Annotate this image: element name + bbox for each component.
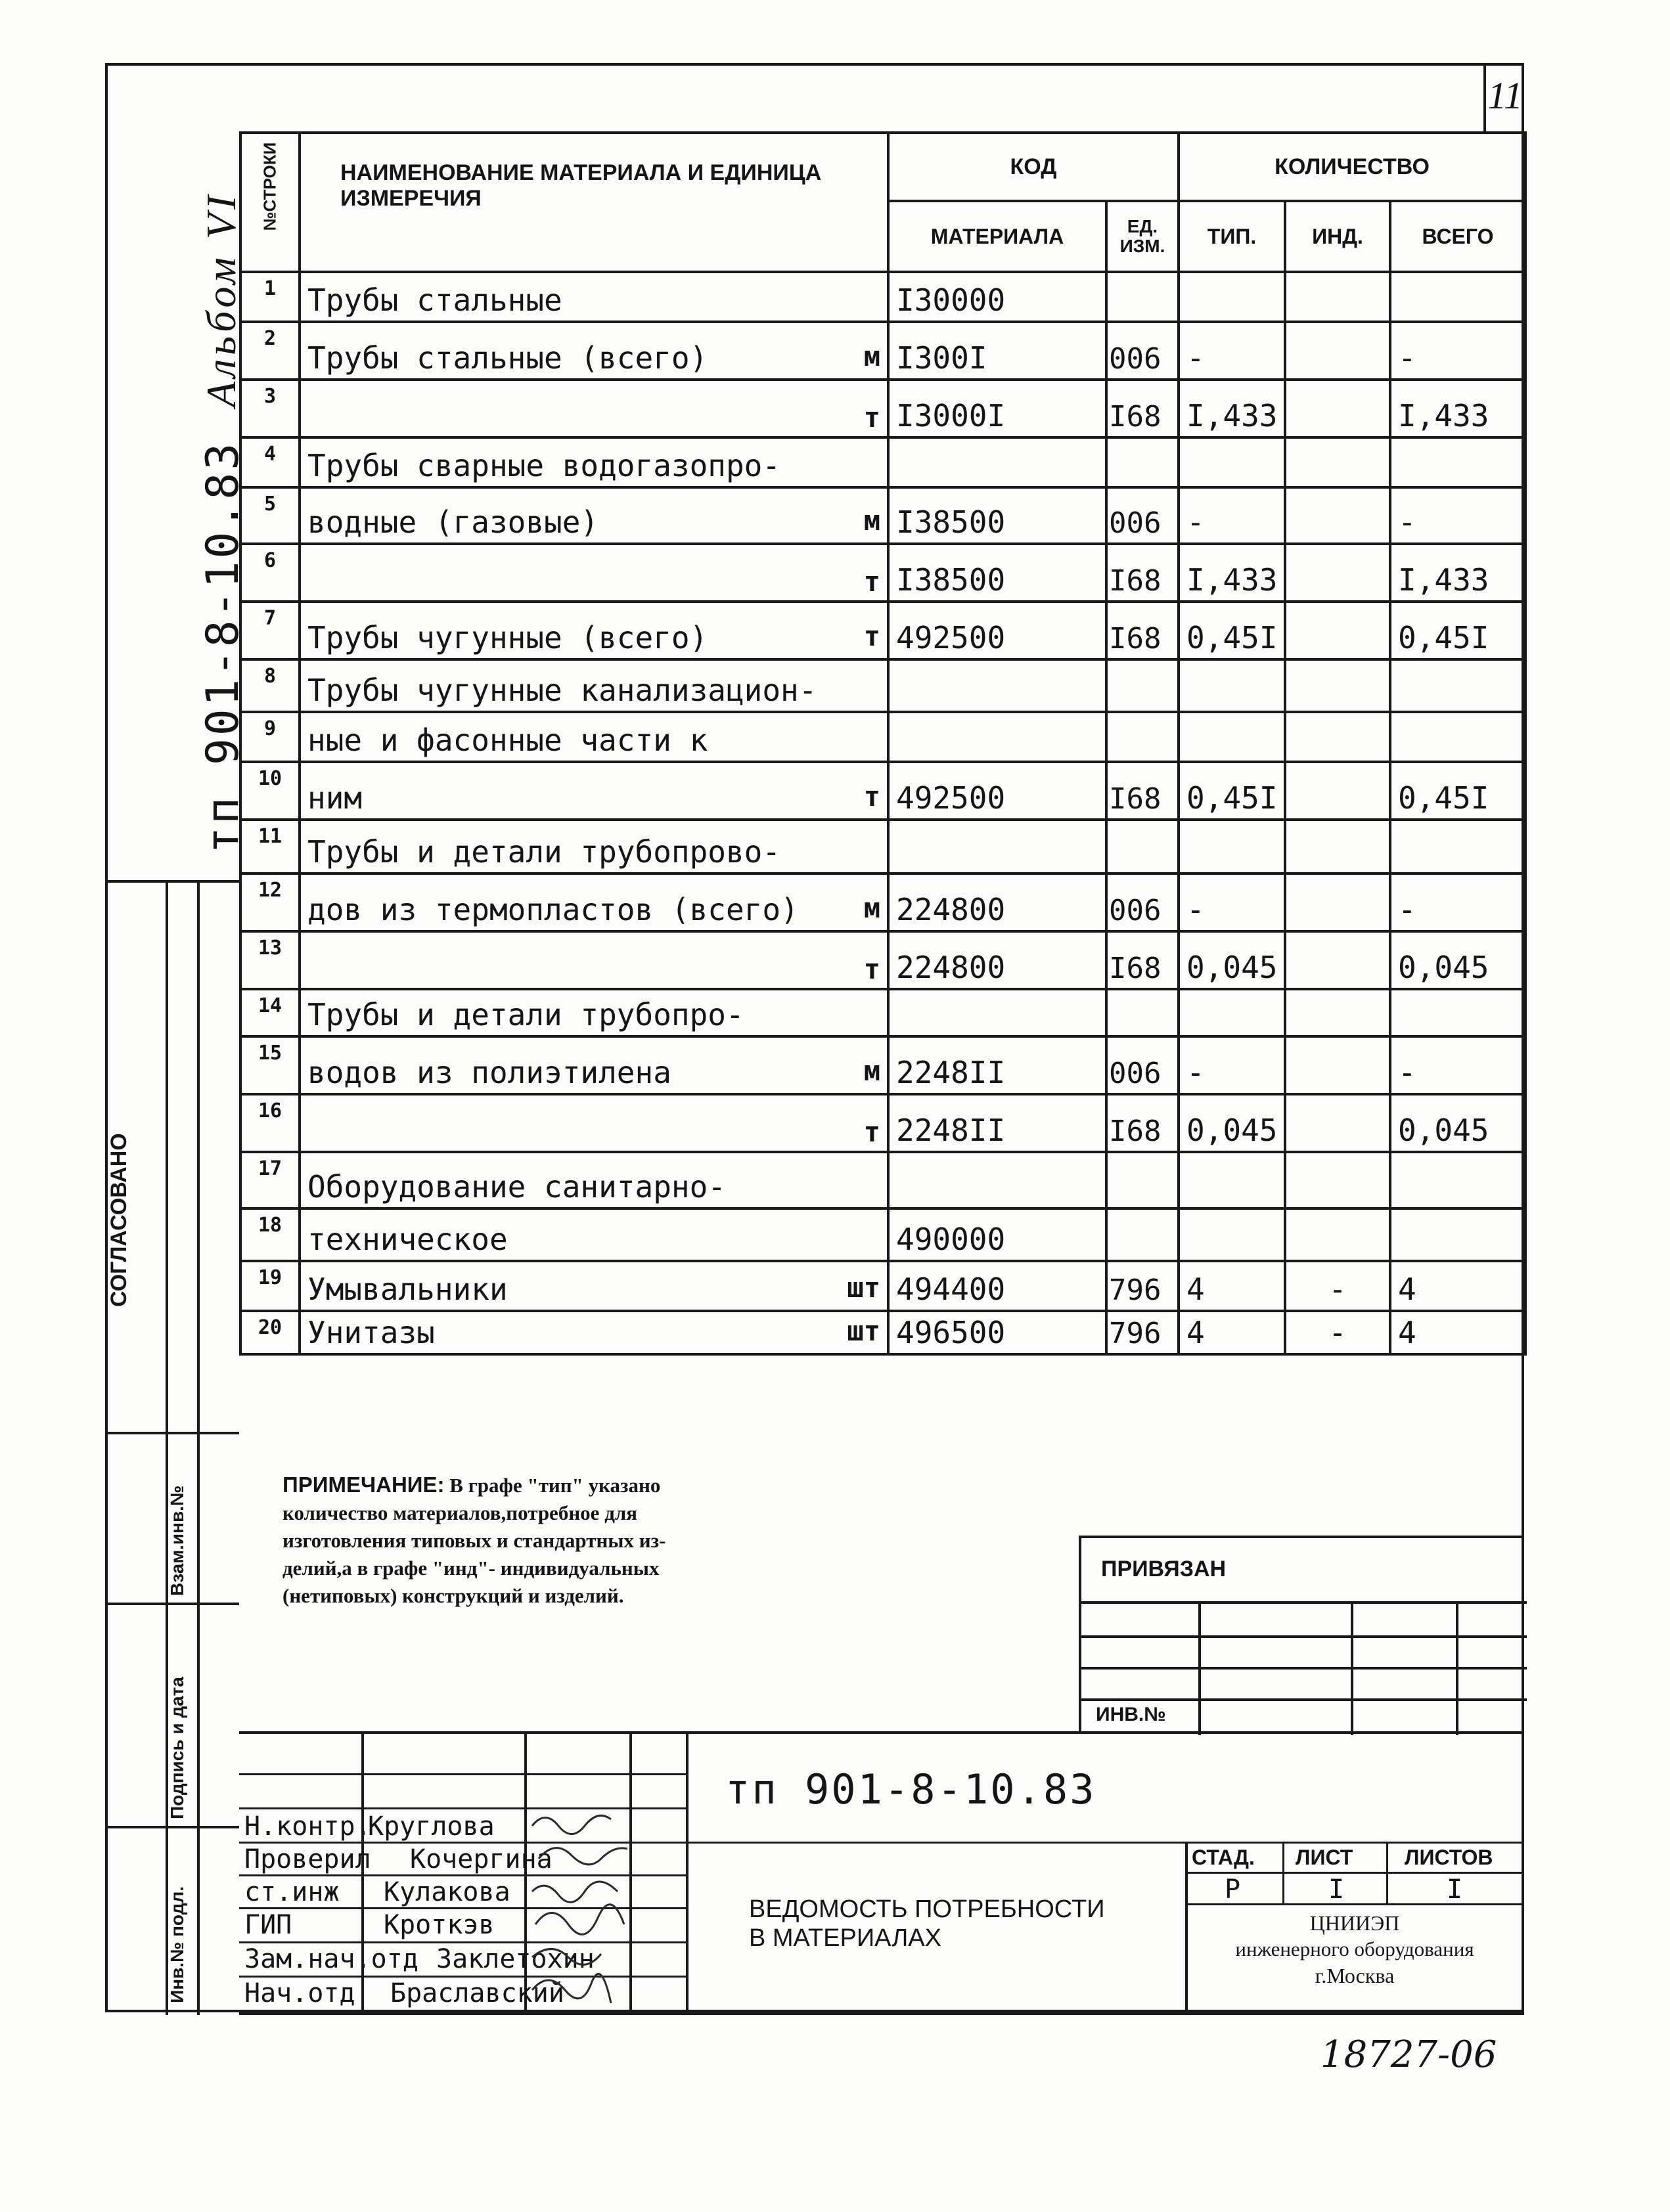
material-name-text: Трубы чугунные канализацион- bbox=[307, 673, 817, 708]
material-unit: т bbox=[863, 565, 880, 598]
table-row bbox=[240, 322, 1525, 380]
total-qty bbox=[1390, 1208, 1525, 1261]
total-qty: I,433 bbox=[1390, 544, 1525, 602]
table-row bbox=[240, 1094, 1525, 1152]
typical-qty: - bbox=[1179, 1036, 1285, 1094]
table-row bbox=[240, 272, 1525, 322]
individual-qty bbox=[1285, 322, 1390, 380]
sig-role-1: Проверил bbox=[244, 1844, 371, 1874]
total-qty: 0,045 bbox=[1390, 931, 1525, 989]
sig-role-5: Нач.отд bbox=[244, 1978, 355, 2008]
material-code bbox=[888, 1152, 1106, 1208]
row-number: 11 bbox=[240, 820, 300, 874]
row-number: 1 bbox=[240, 272, 300, 322]
album-label: Альбом VI bbox=[198, 191, 244, 407]
material-name bbox=[300, 1311, 888, 1354]
total-qty: - bbox=[1390, 322, 1525, 380]
row-number: 19 bbox=[240, 1261, 300, 1311]
handwritten-signatures bbox=[526, 1800, 696, 2010]
total-qty: 0,045 bbox=[1390, 1094, 1525, 1152]
individual-qty bbox=[1285, 989, 1390, 1036]
title-block bbox=[239, 1731, 1524, 2012]
archive-number: 18727-06 bbox=[1320, 2033, 1497, 2076]
material-code: 2248II bbox=[888, 1094, 1106, 1152]
unit-code bbox=[1106, 437, 1179, 487]
material-code: 492500 bbox=[888, 762, 1106, 820]
material-code: I30000 bbox=[888, 272, 1106, 322]
note-title: ПРИМЕЧАНИЕ: bbox=[282, 1472, 445, 1497]
row-number: 9 bbox=[240, 712, 300, 762]
row-number: 10 bbox=[240, 762, 300, 820]
typical-qty: - bbox=[1179, 874, 1285, 931]
side-document-code: тп 901-8-10.83 bbox=[197, 440, 249, 854]
table-row bbox=[240, 1261, 1525, 1311]
material-name bbox=[300, 322, 888, 380]
typical-qty bbox=[1179, 1208, 1285, 1261]
material-code bbox=[888, 712, 1106, 762]
material-unit: т bbox=[863, 953, 880, 985]
table-row bbox=[240, 544, 1525, 602]
row-number: 13 bbox=[240, 931, 300, 989]
total-qty bbox=[1390, 989, 1525, 1036]
sig-name-4: Заклетохин bbox=[436, 1944, 595, 1974]
material-code: 496500 bbox=[888, 1311, 1106, 1354]
material-name bbox=[300, 602, 888, 659]
typical-qty: 0,045 bbox=[1179, 931, 1285, 989]
sig-role-2: ст.инж bbox=[244, 1877, 340, 1907]
left-approval-strip bbox=[105, 880, 239, 2012]
table-row bbox=[240, 712, 1525, 762]
unit-code: 796 bbox=[1106, 1261, 1179, 1311]
individual-qty bbox=[1285, 874, 1390, 931]
material-name bbox=[300, 272, 888, 322]
table-row bbox=[240, 762, 1525, 820]
typical-qty: 0,045 bbox=[1179, 1094, 1285, 1152]
row-number: 2 bbox=[240, 322, 300, 380]
unit-code: 006 bbox=[1106, 1036, 1179, 1094]
organization-line-1: инженерного оборудования bbox=[1235, 1937, 1474, 1960]
material-name bbox=[300, 1094, 888, 1152]
typical-qty: 4 bbox=[1179, 1311, 1285, 1354]
material-code bbox=[888, 659, 1106, 712]
material-code: I300I bbox=[888, 322, 1106, 380]
listov-value: I bbox=[1447, 1874, 1463, 1905]
material-name-text: Трубы сварные водогазопро- bbox=[307, 448, 781, 483]
typical-qty bbox=[1179, 989, 1285, 1036]
material-name bbox=[300, 487, 888, 544]
sig-role-0: Н.контр. bbox=[244, 1811, 371, 1842]
material-unit: т bbox=[863, 620, 880, 652]
sig-name-5: Браславский bbox=[390, 1978, 564, 2008]
total-qty bbox=[1390, 1152, 1525, 1208]
material-code: 494400 bbox=[888, 1261, 1106, 1311]
vzam-inv-label: Взам.инв.№ bbox=[167, 1485, 187, 1596]
material-name bbox=[300, 989, 888, 1036]
stad-label: СТАД. bbox=[1192, 1846, 1255, 1869]
total-qty: - bbox=[1390, 1036, 1525, 1094]
table-row bbox=[240, 1311, 1525, 1354]
unit-code: 006 bbox=[1106, 874, 1179, 931]
typical-qty bbox=[1179, 272, 1285, 322]
total-qty: 4 bbox=[1390, 1311, 1525, 1354]
table-row bbox=[240, 1152, 1525, 1208]
material-name-text: дов из термопластов (всего) bbox=[307, 892, 799, 927]
typical-header: ТИП. bbox=[1179, 201, 1285, 272]
individual-qty bbox=[1285, 437, 1390, 487]
material-name bbox=[300, 380, 888, 437]
unit-code bbox=[1106, 272, 1179, 322]
unit-code: I68 bbox=[1106, 1094, 1179, 1152]
typical-qty: 4 bbox=[1179, 1261, 1285, 1311]
typical-qty: I,433 bbox=[1179, 380, 1285, 437]
sig-name-2: Кулакова bbox=[384, 1877, 510, 1907]
row-number-header: №СТРОКИ bbox=[240, 133, 300, 272]
material-name bbox=[300, 1208, 888, 1261]
code-header: КОД bbox=[888, 133, 1179, 201]
material-name-text: Трубы чугунные (всего) bbox=[307, 620, 708, 655]
table-row bbox=[240, 380, 1525, 437]
individual-qty bbox=[1285, 487, 1390, 544]
material-name bbox=[300, 659, 888, 712]
row-number: 6 bbox=[240, 544, 300, 602]
individual-qty bbox=[1285, 602, 1390, 659]
material-name bbox=[300, 437, 888, 487]
total-qty bbox=[1390, 712, 1525, 762]
individual-qty bbox=[1285, 712, 1390, 762]
materials-table bbox=[239, 131, 1527, 1356]
unit-code: 796 bbox=[1106, 1311, 1179, 1354]
unit-code bbox=[1106, 989, 1179, 1036]
table-row bbox=[240, 659, 1525, 712]
sig-name-1: Кочергина bbox=[410, 1844, 553, 1874]
organization-line-0: ЦНИИЭП bbox=[1309, 1911, 1400, 1935]
unit-code: I68 bbox=[1106, 762, 1179, 820]
unit-code: I68 bbox=[1106, 602, 1179, 659]
material-code: 2248II bbox=[888, 1036, 1106, 1094]
material-unit: т bbox=[863, 1116, 880, 1148]
row-number: 18 bbox=[240, 1208, 300, 1261]
note-block bbox=[282, 1471, 821, 1610]
typical-qty: I,433 bbox=[1179, 544, 1285, 602]
material-unit: м bbox=[863, 504, 880, 537]
row-number: 3 bbox=[240, 380, 300, 437]
stamp-document-code: тп 901-8-10.83 bbox=[725, 1765, 1096, 1813]
material-unit: м bbox=[863, 892, 880, 924]
row-number: 5 bbox=[240, 487, 300, 544]
sig-role-4: Зам.нач.отд bbox=[244, 1944, 418, 1974]
material-code: 224800 bbox=[888, 931, 1106, 989]
privyazan-title: ПРИВЯЗАН bbox=[1101, 1557, 1227, 1582]
material-name bbox=[300, 1036, 888, 1094]
material-name-text: техническое bbox=[307, 1222, 508, 1257]
material-unit: т bbox=[863, 401, 880, 433]
individual-qty: - bbox=[1285, 1311, 1390, 1354]
typical-qty bbox=[1179, 820, 1285, 874]
individual-qty bbox=[1285, 762, 1390, 820]
material-name bbox=[300, 874, 888, 931]
row-number: 20 bbox=[240, 1311, 300, 1354]
row-number: 15 bbox=[240, 1036, 300, 1094]
sig-name-0: Круглова bbox=[368, 1811, 495, 1842]
table-row bbox=[240, 437, 1525, 487]
note-line-3: делий,а в графе "инд"- индивидуальных bbox=[282, 1557, 660, 1580]
material-name-text: Умывальники bbox=[307, 1272, 508, 1307]
material-name-text: ним bbox=[307, 780, 363, 816]
unit-code: 006 bbox=[1106, 487, 1179, 544]
unit-code: I68 bbox=[1106, 931, 1179, 989]
sig-name-3: Кроткэв bbox=[384, 1910, 495, 1940]
individual-qty bbox=[1285, 1208, 1390, 1261]
unit-code: 006 bbox=[1106, 322, 1179, 380]
total-qty: 4 bbox=[1390, 1261, 1525, 1311]
individual-qty bbox=[1285, 1094, 1390, 1152]
material-unit: м bbox=[863, 1055, 880, 1087]
row-number: 16 bbox=[240, 1094, 300, 1152]
table-row bbox=[240, 874, 1525, 931]
table-row bbox=[240, 602, 1525, 659]
individual-qty bbox=[1285, 380, 1390, 437]
typical-qty: - bbox=[1179, 487, 1285, 544]
material-code: 490000 bbox=[888, 1208, 1106, 1261]
total-qty bbox=[1390, 820, 1525, 874]
list-value: I bbox=[1328, 1874, 1345, 1905]
table-row bbox=[240, 989, 1525, 1036]
material-name bbox=[300, 1261, 888, 1311]
total-qty: I,433 bbox=[1390, 380, 1525, 437]
unit-code bbox=[1106, 1208, 1179, 1261]
typical-qty: 0,45I bbox=[1179, 762, 1285, 820]
table-row bbox=[240, 820, 1525, 874]
inv-podl-label: Инв.№ подл. bbox=[167, 1886, 187, 2003]
unit-code: I68 bbox=[1106, 544, 1179, 602]
material-code bbox=[888, 989, 1106, 1036]
table-row bbox=[240, 931, 1525, 989]
typical-qty bbox=[1179, 437, 1285, 487]
unit-code: I68 bbox=[1106, 380, 1179, 437]
individual-qty bbox=[1285, 1036, 1390, 1094]
unit-code-header: ЕД. ИЗМ. bbox=[1106, 201, 1179, 272]
total-qty: - bbox=[1390, 874, 1525, 931]
total-qty bbox=[1390, 272, 1525, 322]
material-name-text: Оборудование санитарно- bbox=[307, 1169, 726, 1205]
material-name bbox=[300, 1152, 888, 1208]
material-name-text: Трубы и детали трубопро- bbox=[307, 997, 744, 1032]
unit-code bbox=[1106, 820, 1179, 874]
material-name-text: водов из полиэтилена bbox=[307, 1055, 671, 1090]
unit-code bbox=[1106, 659, 1179, 712]
note-line-1: количество материалов,потребное для bbox=[282, 1501, 638, 1524]
material-name-text: Трубы и детали трубопрово- bbox=[307, 834, 781, 870]
material-code bbox=[888, 437, 1106, 487]
organization-line-2: г.Москва bbox=[1315, 1964, 1395, 1987]
material-code bbox=[888, 820, 1106, 874]
total-qty bbox=[1390, 437, 1525, 487]
material-code: I38500 bbox=[888, 487, 1106, 544]
row-number: 12 bbox=[240, 874, 300, 931]
material-name-text: Унитазы bbox=[307, 1315, 435, 1350]
row-number: 4 bbox=[240, 437, 300, 487]
row-number: 14 bbox=[240, 989, 300, 1036]
material-name-text: ные и фасонные части к bbox=[307, 722, 708, 758]
individual-qty bbox=[1285, 931, 1390, 989]
material-code: 224800 bbox=[888, 874, 1106, 931]
total-qty bbox=[1390, 659, 1525, 712]
unit-code bbox=[1106, 1152, 1179, 1208]
table-row bbox=[240, 1208, 1525, 1261]
typical-qty: 0,45I bbox=[1179, 602, 1285, 659]
row-number: 8 bbox=[240, 659, 300, 712]
privyazan-block bbox=[1079, 1536, 1524, 1733]
total-qty: 0,45I bbox=[1390, 602, 1525, 659]
typical-qty bbox=[1179, 712, 1285, 762]
podpis-label: Подпись и дата bbox=[167, 1677, 187, 1819]
soglasovano-label: СОГЛАСОВАНО bbox=[106, 1133, 131, 1307]
typical-qty bbox=[1179, 1152, 1285, 1208]
material-name bbox=[300, 544, 888, 602]
typical-qty bbox=[1179, 659, 1285, 712]
material-unit: шт bbox=[847, 1315, 880, 1347]
material-name bbox=[300, 712, 888, 762]
name-header: НАИМЕНОВАНИЕ МАТЕРИАЛА И ЕДИНИЦА ИЗМЕРЕЧИЯ bbox=[300, 133, 888, 272]
quantity-header: КОЛИЧЕСТВО bbox=[1179, 133, 1525, 201]
material-unit: шт bbox=[847, 1272, 880, 1304]
individual-qty bbox=[1285, 820, 1390, 874]
material-name bbox=[300, 931, 888, 989]
sig-role-3: ГИП bbox=[244, 1910, 292, 1940]
document-title-line-1: В МАТЕРИАЛАХ bbox=[749, 1924, 941, 1952]
material-unit: м bbox=[863, 340, 880, 372]
unit-code bbox=[1106, 712, 1179, 762]
individual-qty bbox=[1285, 659, 1390, 712]
typical-qty: - bbox=[1179, 322, 1285, 380]
material-unit: т bbox=[863, 780, 880, 812]
note-line-4: (нетиповых) конструкций и изделий. bbox=[282, 1584, 624, 1607]
material-code: I3000I bbox=[888, 380, 1106, 437]
material-code: I38500 bbox=[888, 544, 1106, 602]
note-line-0: В графе "тип" указано bbox=[449, 1474, 661, 1497]
list-label: ЛИСТ bbox=[1296, 1846, 1353, 1869]
material-name-text: Трубы стальные (всего) bbox=[307, 340, 708, 376]
stad-value: Р bbox=[1225, 1874, 1241, 1905]
material-code: 492500 bbox=[888, 602, 1106, 659]
individual-qty: - bbox=[1285, 1261, 1390, 1311]
material-code-header: МАТЕРИАЛА bbox=[888, 201, 1106, 272]
table-row bbox=[240, 487, 1525, 544]
table-row bbox=[240, 1036, 1525, 1094]
row-number: 17 bbox=[240, 1152, 300, 1208]
individual-qty bbox=[1285, 544, 1390, 602]
total-qty: - bbox=[1390, 487, 1525, 544]
listov-label: ЛИСТОВ bbox=[1405, 1846, 1493, 1869]
material-name bbox=[300, 820, 888, 874]
inv-number-label: ИНВ.№ bbox=[1096, 1704, 1166, 1725]
document-title-line-0: ВЕДОМОСТЬ ПОТРЕБНОСТИ bbox=[749, 1895, 1105, 1923]
individual-qty bbox=[1285, 272, 1390, 322]
total-header: ВСЕГО bbox=[1390, 201, 1525, 272]
total-qty: 0,45I bbox=[1390, 762, 1525, 820]
material-name-text: Трубы стальные bbox=[307, 282, 562, 318]
note-line-2: изготовления типовых и стандартных из- bbox=[282, 1529, 666, 1552]
material-name-text: водные (газовые) bbox=[307, 504, 599, 540]
material-name bbox=[300, 762, 888, 820]
individual-qty bbox=[1285, 1152, 1390, 1208]
row-number: 7 bbox=[240, 602, 300, 659]
individual-header: ИНД. bbox=[1285, 201, 1390, 272]
sheet-number: 11 bbox=[1483, 63, 1524, 134]
